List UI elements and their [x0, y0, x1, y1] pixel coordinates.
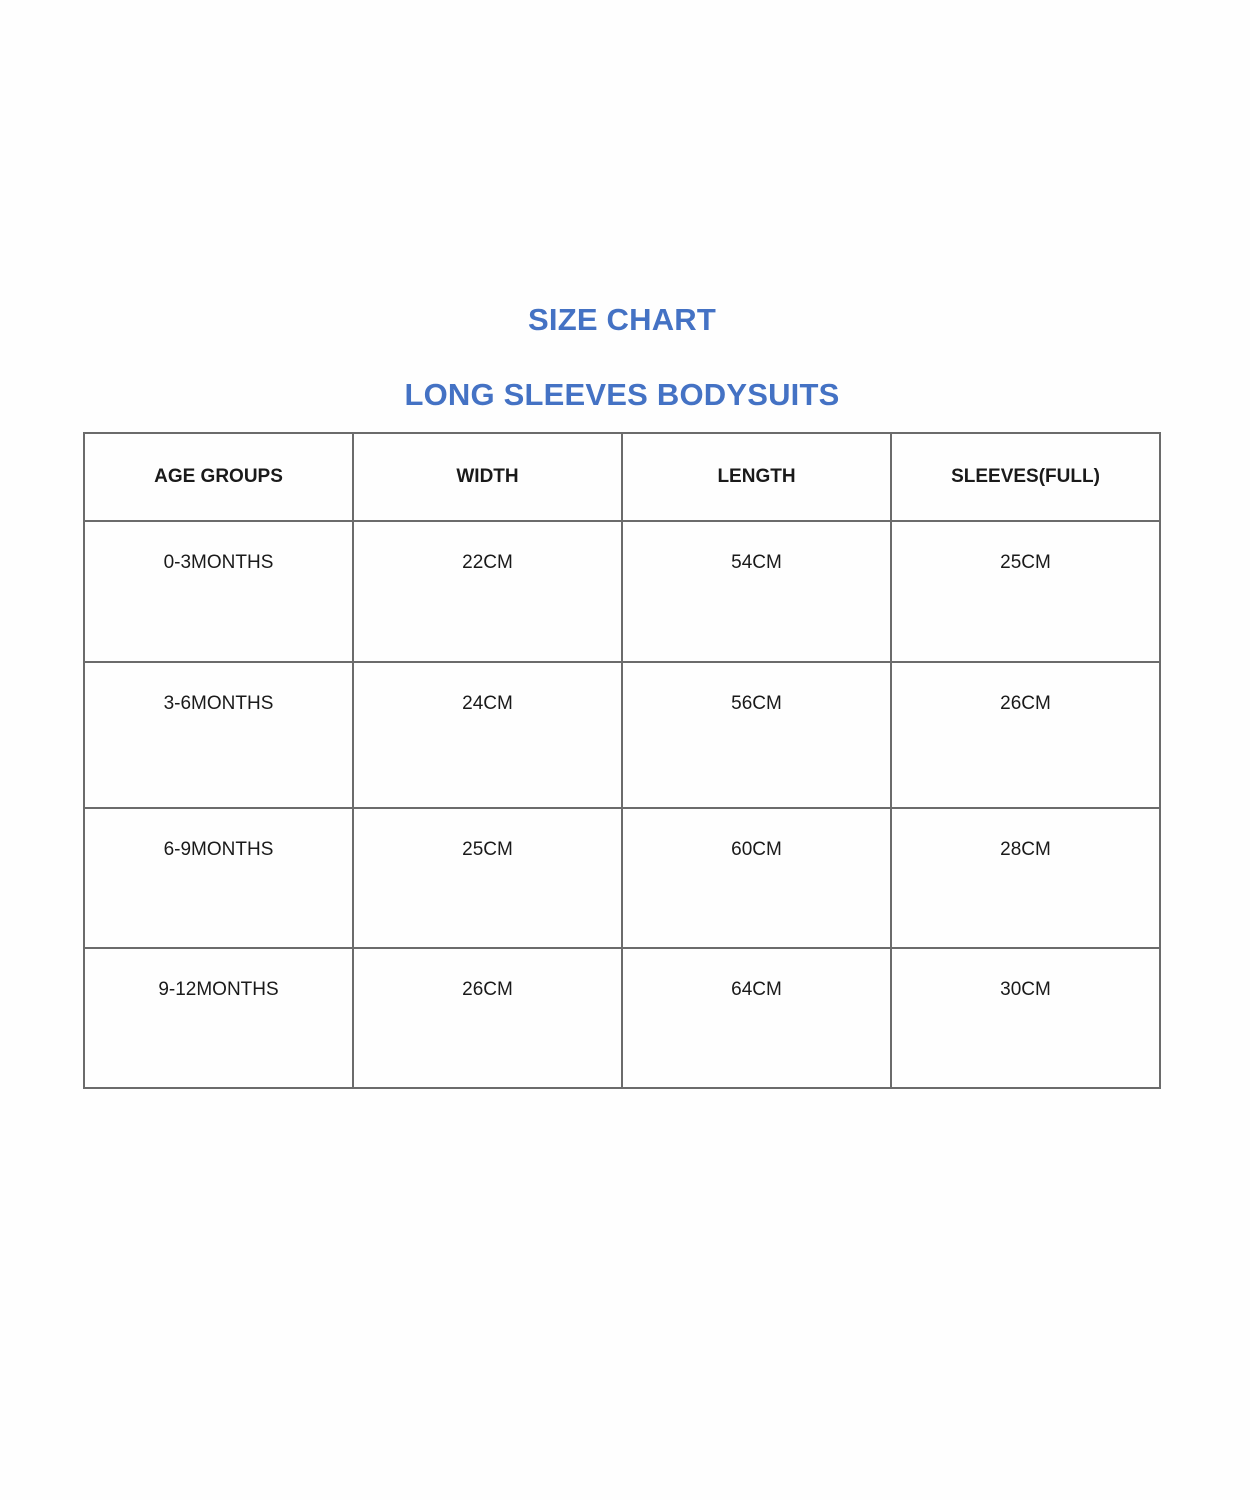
column-header-sleeves: SLEEVES(FULL) — [891, 433, 1160, 521]
cell-width: 26CM — [353, 948, 622, 1088]
cell-age-group: 9-12MONTHS — [84, 948, 353, 1088]
cell-length: 56CM — [622, 662, 891, 808]
table-row — [84, 808, 1160, 948]
page-subtitle: LONG SLEEVES BODYSUITS — [404, 377, 840, 412]
size-chart-table — [83, 432, 1161, 1089]
column-header-length: LENGTH — [622, 433, 891, 521]
table-row — [84, 948, 1160, 1088]
cell-age-group: 6-9MONTHS — [84, 808, 353, 948]
cell-sleeves: 30CM — [891, 948, 1160, 1088]
table-row — [84, 521, 1160, 662]
cell-age-group: 0-3MONTHS — [84, 521, 353, 662]
cell-sleeves: 26CM — [891, 662, 1160, 808]
cell-age-group: 3-6MONTHS — [84, 662, 353, 808]
cell-sleeves: 28CM — [891, 808, 1160, 948]
cell-width: 22CM — [353, 521, 622, 662]
cell-width: 25CM — [353, 808, 622, 948]
page-title: SIZE CHART — [528, 302, 716, 337]
cell-sleeves: 25CM — [891, 521, 1160, 662]
column-header-width: WIDTH — [353, 433, 622, 521]
table-row — [84, 662, 1160, 808]
cell-width: 24CM — [353, 662, 622, 808]
cell-length: 64CM — [622, 948, 891, 1088]
column-header-age-groups: AGE GROUPS — [84, 433, 353, 521]
table-header-row — [84, 433, 1160, 521]
cell-length: 60CM — [622, 808, 891, 948]
cell-length: 54CM — [622, 521, 891, 662]
